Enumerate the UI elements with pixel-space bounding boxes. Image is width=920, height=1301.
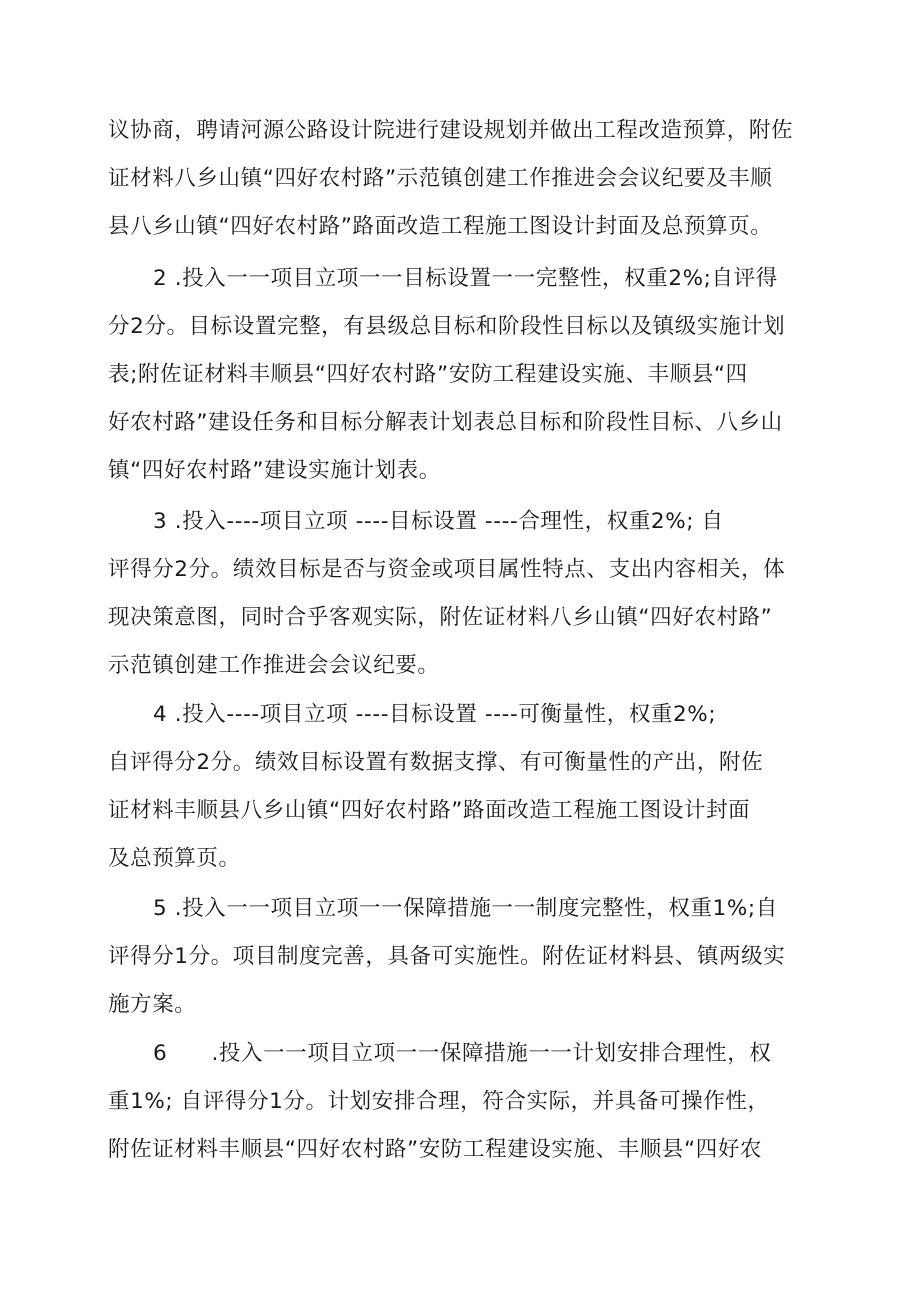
paragraph-5	[108, 885, 820, 1029]
text-line: 评得分1分。项目制度完善，具备可实施性。附佐证材料县、镇两级实	[108, 944, 786, 969]
text-line: 附佐证材料丰顺县“四好农村路”安防工程建设实施、丰顺县“四好农	[108, 1137, 763, 1162]
text-line: 镇“四好农村路”建设实施计划表。	[108, 458, 441, 483]
text-line: 分2分。目标设置完整，有县级总目标和阶段性目标以及镇级实施计划	[108, 314, 786, 339]
text-line: 表;附佐证材料丰顺县“四好农村路”安防工程建设实施、丰顺县“四	[108, 362, 748, 387]
paragraph-2	[108, 255, 820, 495]
text-line: 自评得分2分。绩效目标设置有数据支撑、有可衡量性的产出，附佐	[108, 750, 764, 775]
text-line: 证材料八乡山镇“四好农村路”示范镇创建工作推进会会议纪要及丰顺	[108, 166, 773, 191]
paragraph-6	[108, 1030, 820, 1174]
text-line: 现决策意图，同时合乎客观实际，附佐证材料八乡山镇“四好农村路”	[108, 605, 773, 630]
text-line: 2 .投入一一项目立项一一目标设置一一完整性，权重2%;自评得	[153, 266, 778, 291]
text-line: 评得分2分。绩效目标是否与资金或项目属性特点、支出内容相关，体	[108, 557, 786, 582]
text-line: 证材料丰顺县八乡山镇“四好农村路”路面改造工程施工图设计封面	[108, 798, 751, 823]
text-line: 及总预算页。	[108, 846, 241, 871]
text-line: 示范镇创建工作推进会会议纪要。	[108, 653, 440, 678]
text-line: 议协商，聘请河源公路设计院进行建设规划并做出工程改造预算，附佐	[108, 118, 794, 143]
text-line: 4 .投入----项目立项 ----目标设置 ----可衡量性，权重2%;	[153, 702, 717, 727]
text-line: 重1%; 自评得分1分。计划安排合理，符合实际，并具备可操作性，	[108, 1089, 770, 1114]
text-line: 6 .投入一一项目立项一一保障措施一一计划安排合理性，权	[153, 1041, 772, 1066]
text-line: 5 .投入一一项目立项一一保障措施一一制度完整性，权重1%;自	[153, 896, 778, 921]
paragraph-3	[108, 498, 820, 690]
text-line: 施方案。	[108, 992, 197, 1017]
text-line: 县八乡山镇“四好农村路”路面改造工程施工图设计封面及总预算页。	[108, 214, 773, 239]
paragraph-1	[108, 107, 820, 251]
text-line: 3 .投入----项目立项 ----目标设置 ----合理性，权重2%; 自	[153, 509, 724, 534]
text-line: 好农村路”建设任务和目标分解表计划表总目标和阶段性目标、八乡山	[108, 410, 783, 435]
paragraph-4	[108, 691, 820, 883]
